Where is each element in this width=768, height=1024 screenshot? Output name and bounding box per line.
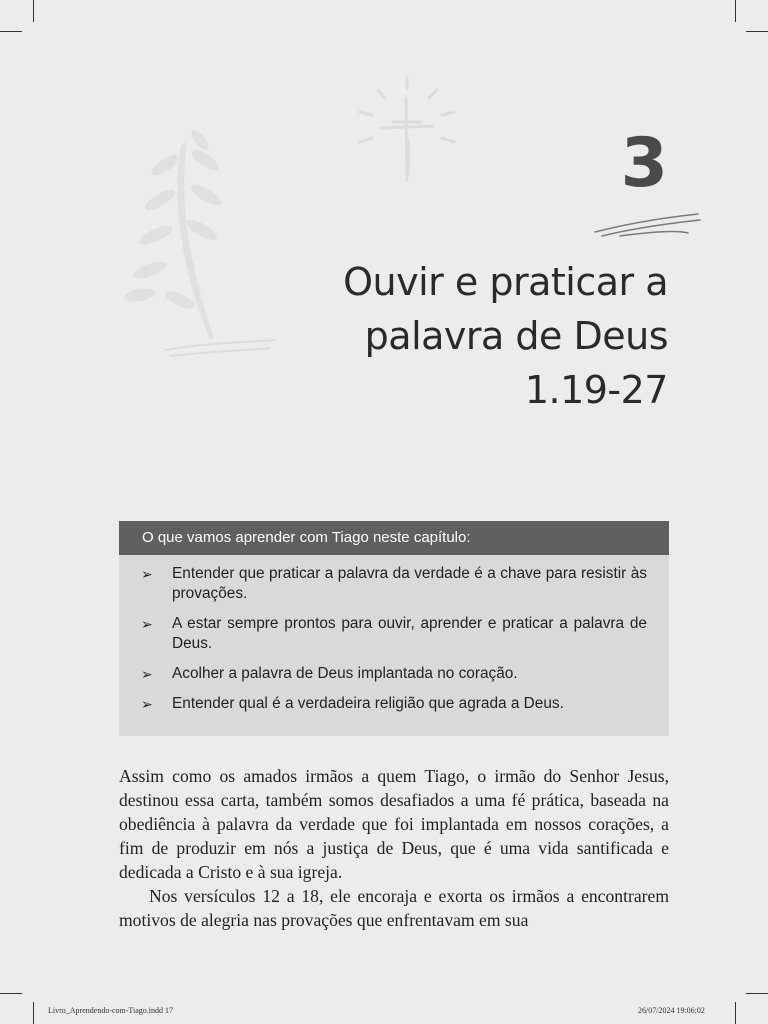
chapter-title-line: Ouvir e praticar a bbox=[343, 260, 668, 304]
paragraph: Nos versículos 12 a 18, ele encoraja e exorta os irmãos a encontrarem motivos de alegria nas provações que enfrentavam em sua bbox=[119, 886, 669, 930]
learning-objectives-list bbox=[119, 555, 669, 714]
list-item-text: Entender qual é a verdadeira religião que agrada a Deus. bbox=[172, 695, 564, 712]
list-item bbox=[141, 614, 647, 654]
crop-mark bbox=[0, 993, 22, 994]
chapter-title-line: palavra de Deus bbox=[364, 314, 668, 358]
arrowhead-bullet-icon: ➢ bbox=[141, 566, 153, 582]
list-item-text: Acolher a palavra de Deus implantada no coração. bbox=[172, 665, 518, 682]
body-text bbox=[119, 764, 669, 932]
chapter-number: 3 bbox=[620, 124, 668, 203]
crop-mark bbox=[746, 993, 768, 994]
list-item bbox=[141, 664, 647, 684]
paragraph: Assim como os amados irmãos a quem Tiago, o irmão do Senhor Jesus, destinou essa carta, também somos desafiados a uma fé prática, baseada na obediência à palavra da verdade que foi implantada em nossos corações, a fim de produzir em nós a justiça de Deus, que é uma vida santificada e dedicada a Cristo e à sua igreja. bbox=[119, 766, 669, 882]
swoosh-underline-decoration bbox=[590, 205, 705, 245]
arrowhead-bullet-icon: ➢ bbox=[141, 696, 153, 712]
crop-mark bbox=[746, 31, 768, 32]
footer-file-info: Livro_Aprendendo-com-Tiago.indd 17 bbox=[48, 1006, 174, 1015]
learning-objectives-header: O que vamos aprender com Tiago neste capítulo: bbox=[119, 521, 669, 555]
crop-mark bbox=[735, 1002, 736, 1024]
list-item-text: Entender que praticar a palavra da verdade é a chave para resistir às provações. bbox=[172, 565, 647, 602]
crop-mark bbox=[33, 1002, 34, 1024]
chapter-title-line: 1.19-27 bbox=[524, 368, 668, 412]
list-item bbox=[141, 564, 647, 604]
chapter-title bbox=[248, 255, 668, 417]
crop-mark bbox=[0, 31, 22, 32]
learning-objectives-box bbox=[119, 521, 669, 736]
crop-mark bbox=[33, 0, 34, 22]
list-item-text: A estar sempre prontos para ouvir, aprender e praticar a palavra de Deus. bbox=[172, 615, 647, 652]
crop-mark bbox=[735, 0, 736, 22]
list-item bbox=[141, 694, 647, 714]
arrowhead-bullet-icon: ➢ bbox=[141, 616, 153, 632]
footer-datetime: 26/07/2024 19:06:02 bbox=[638, 1006, 705, 1015]
arrowhead-bullet-icon: ➢ bbox=[141, 666, 153, 682]
